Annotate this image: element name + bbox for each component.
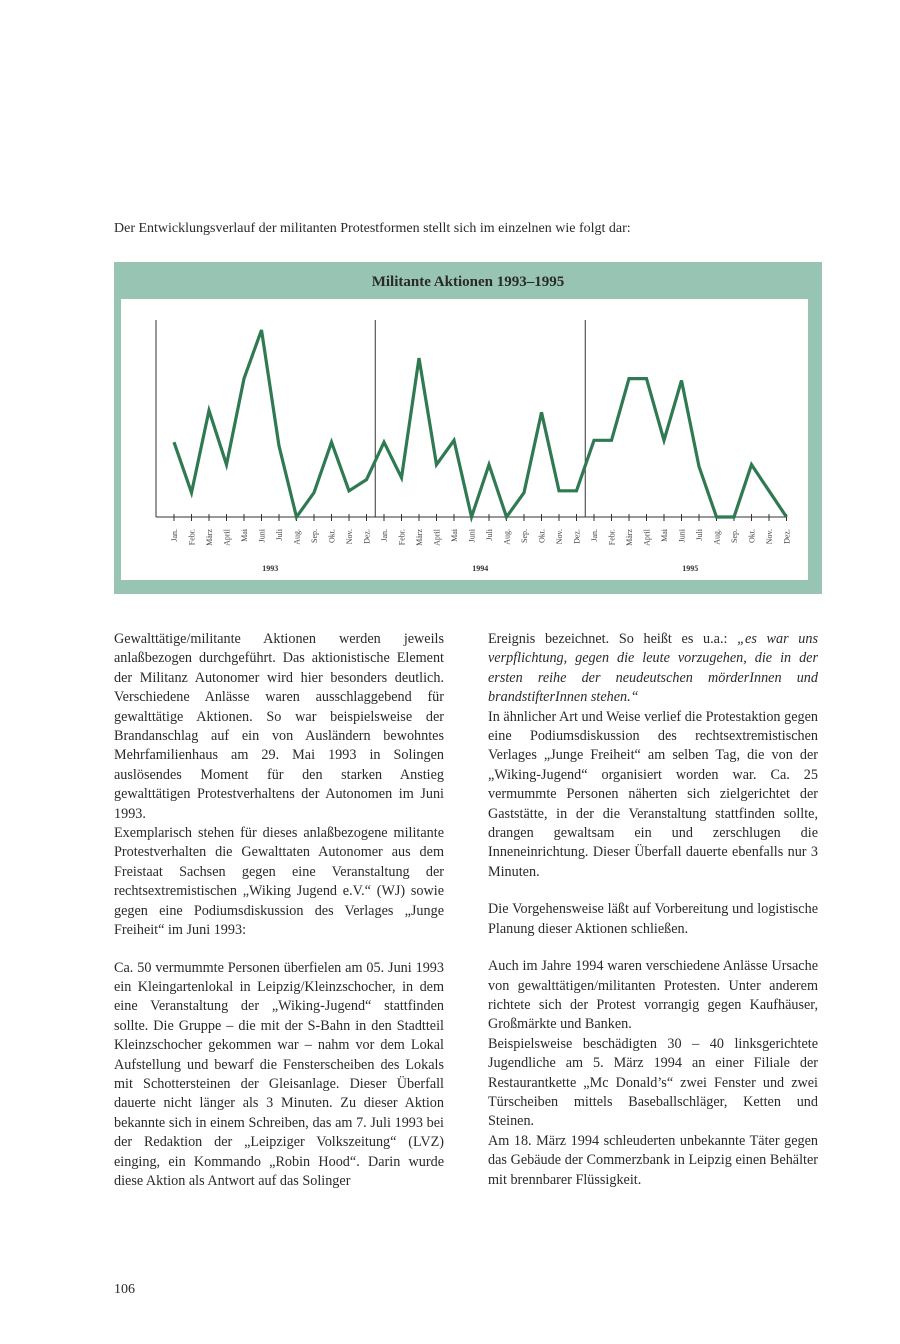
x-tick-label: März xyxy=(205,529,214,546)
x-tick-label: Nov. xyxy=(765,529,774,545)
x-tick-label: Dez. xyxy=(782,529,792,544)
x-tick-label: April xyxy=(222,529,232,546)
x-tick-label: Juni xyxy=(467,529,477,543)
x-tick-label: Dez. xyxy=(362,529,372,544)
x-tick-label: Sep. xyxy=(730,529,739,543)
right-paragraph-1-quote: „es war uns verpflichtung, gegen die leute vorzugehen, die in der ersten reihe der neudeutschen mörderInnen und brandstifterInnen stehen.“ xyxy=(488,631,818,706)
x-tick-label: Juni xyxy=(257,529,267,543)
x-tick-label: April xyxy=(642,529,652,546)
page-number: 106 xyxy=(114,1282,135,1297)
x-tick-label: Febr. xyxy=(607,529,617,546)
right-paragraph-1-text: Ereignis bezeichnet. So heißt es u.a.: xyxy=(488,631,738,647)
x-tick-label: Okt. xyxy=(537,529,547,543)
right-column xyxy=(488,630,818,1190)
x-tick-label: Mai xyxy=(450,529,459,542)
x-tick-label: Mai xyxy=(240,529,249,542)
x-tick-label: Sep. xyxy=(520,529,529,543)
x-tick-label: Aug. xyxy=(502,529,512,545)
x-tick-label: April xyxy=(432,529,442,546)
year-label: 1995 xyxy=(682,564,699,573)
right-paragraph-3: Die Vorgehensweise läßt auf Vorbereitung und logistische Planung dieser Aktionen schließen. xyxy=(488,901,818,937)
chart-title: Militante Aktionen 1993–1995 xyxy=(371,274,565,290)
x-tick-label: Juli xyxy=(275,529,284,541)
x-tick-label: Aug. xyxy=(292,529,302,545)
left-paragraph-1: Gewalttätige/militante Aktionen werden jeweils anlaßbezogen durchgeführt. Das aktionistische Element der Militanz Autonomer wird hier besonders deutlich. Verschiedene Anlässe waren ausschlaggebend für gewalttätige Aktionen. So war beispielsweise der Brandanschlag auf ein von Ausländern bewohntes Mehrfamilienhaus am 29. Mai 1993 in Solingen auslösendes Moment für den starken Anstieg gewalttätigen Protestverhaltens der Autonomen im Juni 1993. xyxy=(114,631,444,822)
year-label: 1993 xyxy=(262,564,279,573)
x-tick-label: Febr. xyxy=(187,529,197,546)
left-paragraph-2: Exemplarisch stehen für dieses anlaßbezogene militante Protestverhalten die Gewalttaten Autonomer aus dem Freistaat Sachsen gegen eine Veranstaltung der rechtsextremistischen „Wiking Jugend e.V.“ (WJ) sowie gegen eine Podiumsdiskussion des Verlages „Junge Freiheit“ im Juni 1993: xyxy=(114,825,444,939)
x-tick-label: Dez. xyxy=(572,529,582,544)
x-tick-label: Mai xyxy=(660,529,669,542)
x-tick-label: Aug. xyxy=(712,529,722,545)
right-paragraph-1 xyxy=(488,630,818,708)
x-tick-label: Okt. xyxy=(747,529,757,543)
x-tick-label: Jan. xyxy=(590,529,599,542)
left-paragraph-3: Ca. 50 vermummte Personen überfielen am 05. Juni 1993 ein Kleingartenlokal in Leipzig/Kleinzschocher, in dem eine Veranstaltung der „Wiking-Jugend“ stattfinden sollte. Die Gruppe – die mit der S-Bahn in den Stadtteil Kleinzschocher gekommen war – nahm vor dem Lokal Aufstellung und bewarf die Fensterscheiben des Lokals mit Schottersteinen der Gleisanlage. Dieser Überfall dauerte nicht länger als 3 Minuten. Zu dieser Aktion bekannte sich in einem Schreiben, das am 7. Juli 1993 bei der Redaktion der „Leipziger Volkszeitung“ (LVZ) einging, ein Kommando „Robin Hood“. Darin wurde diese Aktion als Antwort auf das Solinger xyxy=(114,959,444,1189)
left-column xyxy=(114,630,444,1191)
intro-text: Der Entwicklungsverlauf der militanten Protestformen stellt sich im einzelnen wie folgt dar: xyxy=(114,221,631,236)
year-label: 1994 xyxy=(472,564,489,573)
x-tick-label: Jan. xyxy=(380,529,389,542)
chart-frame xyxy=(114,262,822,594)
right-paragraph-2: In ähnlicher Art und Weise verlief die Protestaktion gegen eine Podiumsdiskussion des rechtsextremistischen Verlages „Junge Freiheit“ am selben Tag, die von der „Wiking-Jugend“ organisiert worden war. Ca. 25 vermummte Personen näherten sich zielgerichtet der Gaststätte, in der die Veranstaltung stattfinden sollte, drangen gewaltsam ein und zerschlugen die Inneneinrichtung. Dieser Überfall dauerte ebenfalls nur 3 Minuten. xyxy=(488,708,818,880)
x-tick-label: Juni xyxy=(677,529,687,543)
x-tick-label: Juli xyxy=(695,529,704,541)
x-tick-label: Febr. xyxy=(397,529,407,546)
x-tick-label: März xyxy=(625,529,634,546)
x-tick-label: Okt. xyxy=(327,529,337,543)
x-tick-label: Nov. xyxy=(345,529,354,545)
right-paragraph-6: Am 18. März 1994 schleuderten unbekannte Täter gegen das Gebäude der Commerzbank in Leipzig einen Behälter mit brennbarer Flüssigkeit. xyxy=(488,1132,818,1188)
right-paragraph-4: Auch im Jahre 1994 waren verschiedene Anlässe Ursache von gewalttätigen/militanten Protesten. Unter anderem richtete sich der Protest vorrangig gegen Kaufhäuser, Großmärkte und Banken. xyxy=(488,958,818,1033)
right-paragraph-5: Beispielsweise beschädigten 30 – 40 linksgerichtete Jugendliche am 5. März 1994 an einer Filiale der Restaurantkette „Mc Donald’s“ zwei Fenster und zwei Türscheiben mittels Baseballschläger, Ketten und Steinen. xyxy=(488,1035,818,1130)
chart-svg xyxy=(114,262,822,594)
x-tick-label: Sep. xyxy=(310,529,319,543)
x-tick-label: Jan. xyxy=(170,529,179,542)
x-tick-label: Nov. xyxy=(555,529,564,545)
x-tick-label: März xyxy=(415,529,424,546)
x-tick-label: Juli xyxy=(485,529,494,541)
